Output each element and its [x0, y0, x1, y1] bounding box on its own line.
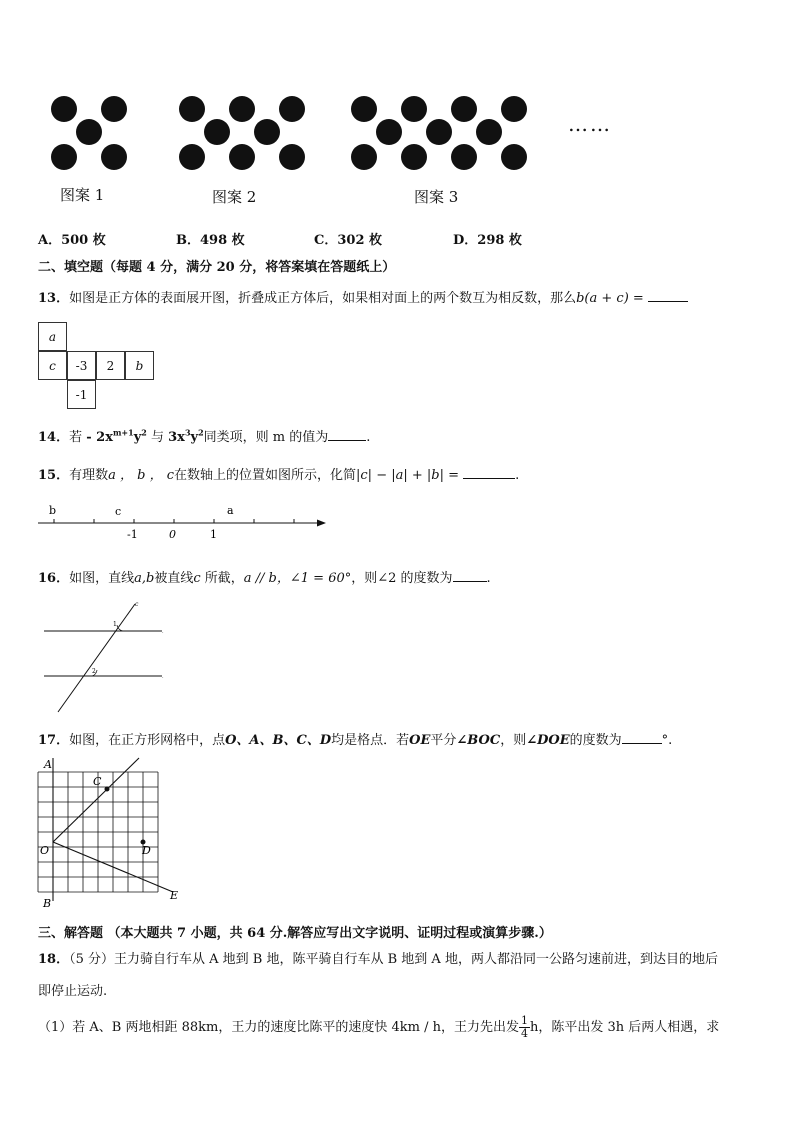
section3-heading: 三、解答题 （本大题共 7 小题，共 64 分.解答应写出文字说明、证明过程或演算步骤.）	[38, 926, 552, 941]
q15-text: 15．有理数a ， b ， c在数轴上的位置如图所示，化简|c| − |a| + |b| = .	[38, 468, 520, 483]
parallel-lines-figure	[40, 598, 170, 716]
q13-expr: b(a + c) =	[576, 291, 644, 306]
line-c-label: c	[135, 601, 139, 608]
dot-patterns-figure	[40, 85, 640, 185]
q13-stem: 如图是正方体的表面展开图，折叠成正方体后，如果相对面上的两个数互为相反数，那么	[69, 291, 577, 306]
pattern-ellipsis: ……	[568, 112, 612, 136]
cube-net-cell-minus3: -3	[67, 351, 96, 380]
q17-number: 17．	[38, 733, 70, 748]
pattern-3	[351, 96, 527, 170]
svg-text:.: .	[162, 674, 164, 680]
q17-answer-blank[interactable]	[622, 731, 662, 744]
fraction-one-quarter: $\frac{1}{4}$	[520, 1014, 528, 1040]
q16-answer-blank[interactable]	[453, 569, 487, 582]
q14-term1: - $2x^{m+1}y^2$	[86, 427, 147, 445]
q14-text: 14．若 - $2x^{m+1}y^2$ 与 $3x^3y^2$同类项，则 m 的值为 .	[38, 427, 371, 445]
q18-line2: 即停止运动.	[38, 984, 108, 999]
cube-net-cell-a: a	[38, 322, 67, 351]
section2-heading: 二、填空题（每题 4 分，满分 20 分，将答案填在答题纸上）	[38, 260, 396, 275]
point-o-label: O	[40, 844, 50, 857]
q18-line1: 18．（5 分）王力骑自行车从 A 地到 B 地，陈平骑自行车从 B 地到 A 地，两人都沿同一公路匀速前进，到达目的地后	[38, 952, 718, 967]
q13-number: 13．	[38, 291, 70, 306]
q16-number: 16．	[38, 571, 70, 586]
cube-net-cell-b: b	[125, 351, 154, 380]
axis-letter-a: a	[227, 504, 234, 517]
option-a: A．500 枚	[38, 233, 106, 248]
q14-number: 14．	[38, 430, 70, 445]
number-line	[36, 500, 330, 544]
pattern-label-3: 图案 3	[414, 188, 459, 206]
q14-answer-blank[interactable]	[328, 428, 366, 441]
pattern-label-2: 图案 2	[212, 188, 257, 206]
option-d: D．298 枚	[453, 233, 522, 248]
pattern-1	[51, 96, 127, 170]
axis-letter-c: c	[115, 505, 122, 518]
svg-text:.: .	[162, 629, 164, 635]
q15-expr: |c| − |a| + |b| =	[356, 468, 459, 483]
point-c-label: C	[93, 775, 102, 788]
q13-text	[38, 287, 688, 306]
grid-angle-figure	[34, 756, 184, 908]
q13-answer-blank[interactable]	[648, 289, 688, 302]
angle-1-label: 1	[113, 621, 117, 628]
q18-sub1: （1）若 A、B 两地相距 88km，王力的速度比陈平的速度快 4km / h，王力先出发 $\frac{1}{4}$ h，陈平出发 3h 后两人相遇，求	[38, 1014, 720, 1040]
q18-number: 18．	[38, 952, 70, 967]
point-b-label: B	[43, 897, 52, 908]
cube-net-cell-2: 2	[96, 351, 125, 380]
angle-2-label: 2	[92, 668, 96, 675]
q16-text: 16．如图，直线a,b被直线c 所截，a // b，∠1 = 60°，则∠2 的度数为 .	[38, 571, 491, 586]
option-c: C．302 枚	[314, 233, 383, 248]
pattern-2	[179, 96, 305, 170]
option-b: B．498 枚	[176, 233, 245, 248]
axis-number-minus1: -1	[127, 528, 138, 541]
q15-number: 15．	[38, 468, 70, 483]
point-a-label: A	[44, 758, 52, 771]
q15-answer-blank[interactable]	[463, 466, 515, 479]
pattern-label-1: 图案 1	[60, 186, 105, 204]
q17-text: 17．如图，在正方形网格中，点O、A、B、C、D均是格点．若OE平分∠BOC，则∠DOE的度数为 °.	[38, 733, 673, 748]
point-d-label: D	[142, 844, 151, 857]
axis-number-1: 1	[210, 528, 217, 541]
point-e-label: E	[170, 889, 179, 902]
cube-net-cell-c: c	[38, 351, 67, 380]
axis-letter-b: b	[49, 504, 57, 517]
q14-term2: $3x^3y^2$	[168, 427, 204, 445]
axis-number-0: 0	[169, 528, 176, 541]
cube-net-cell-minus1: -1	[67, 380, 96, 409]
